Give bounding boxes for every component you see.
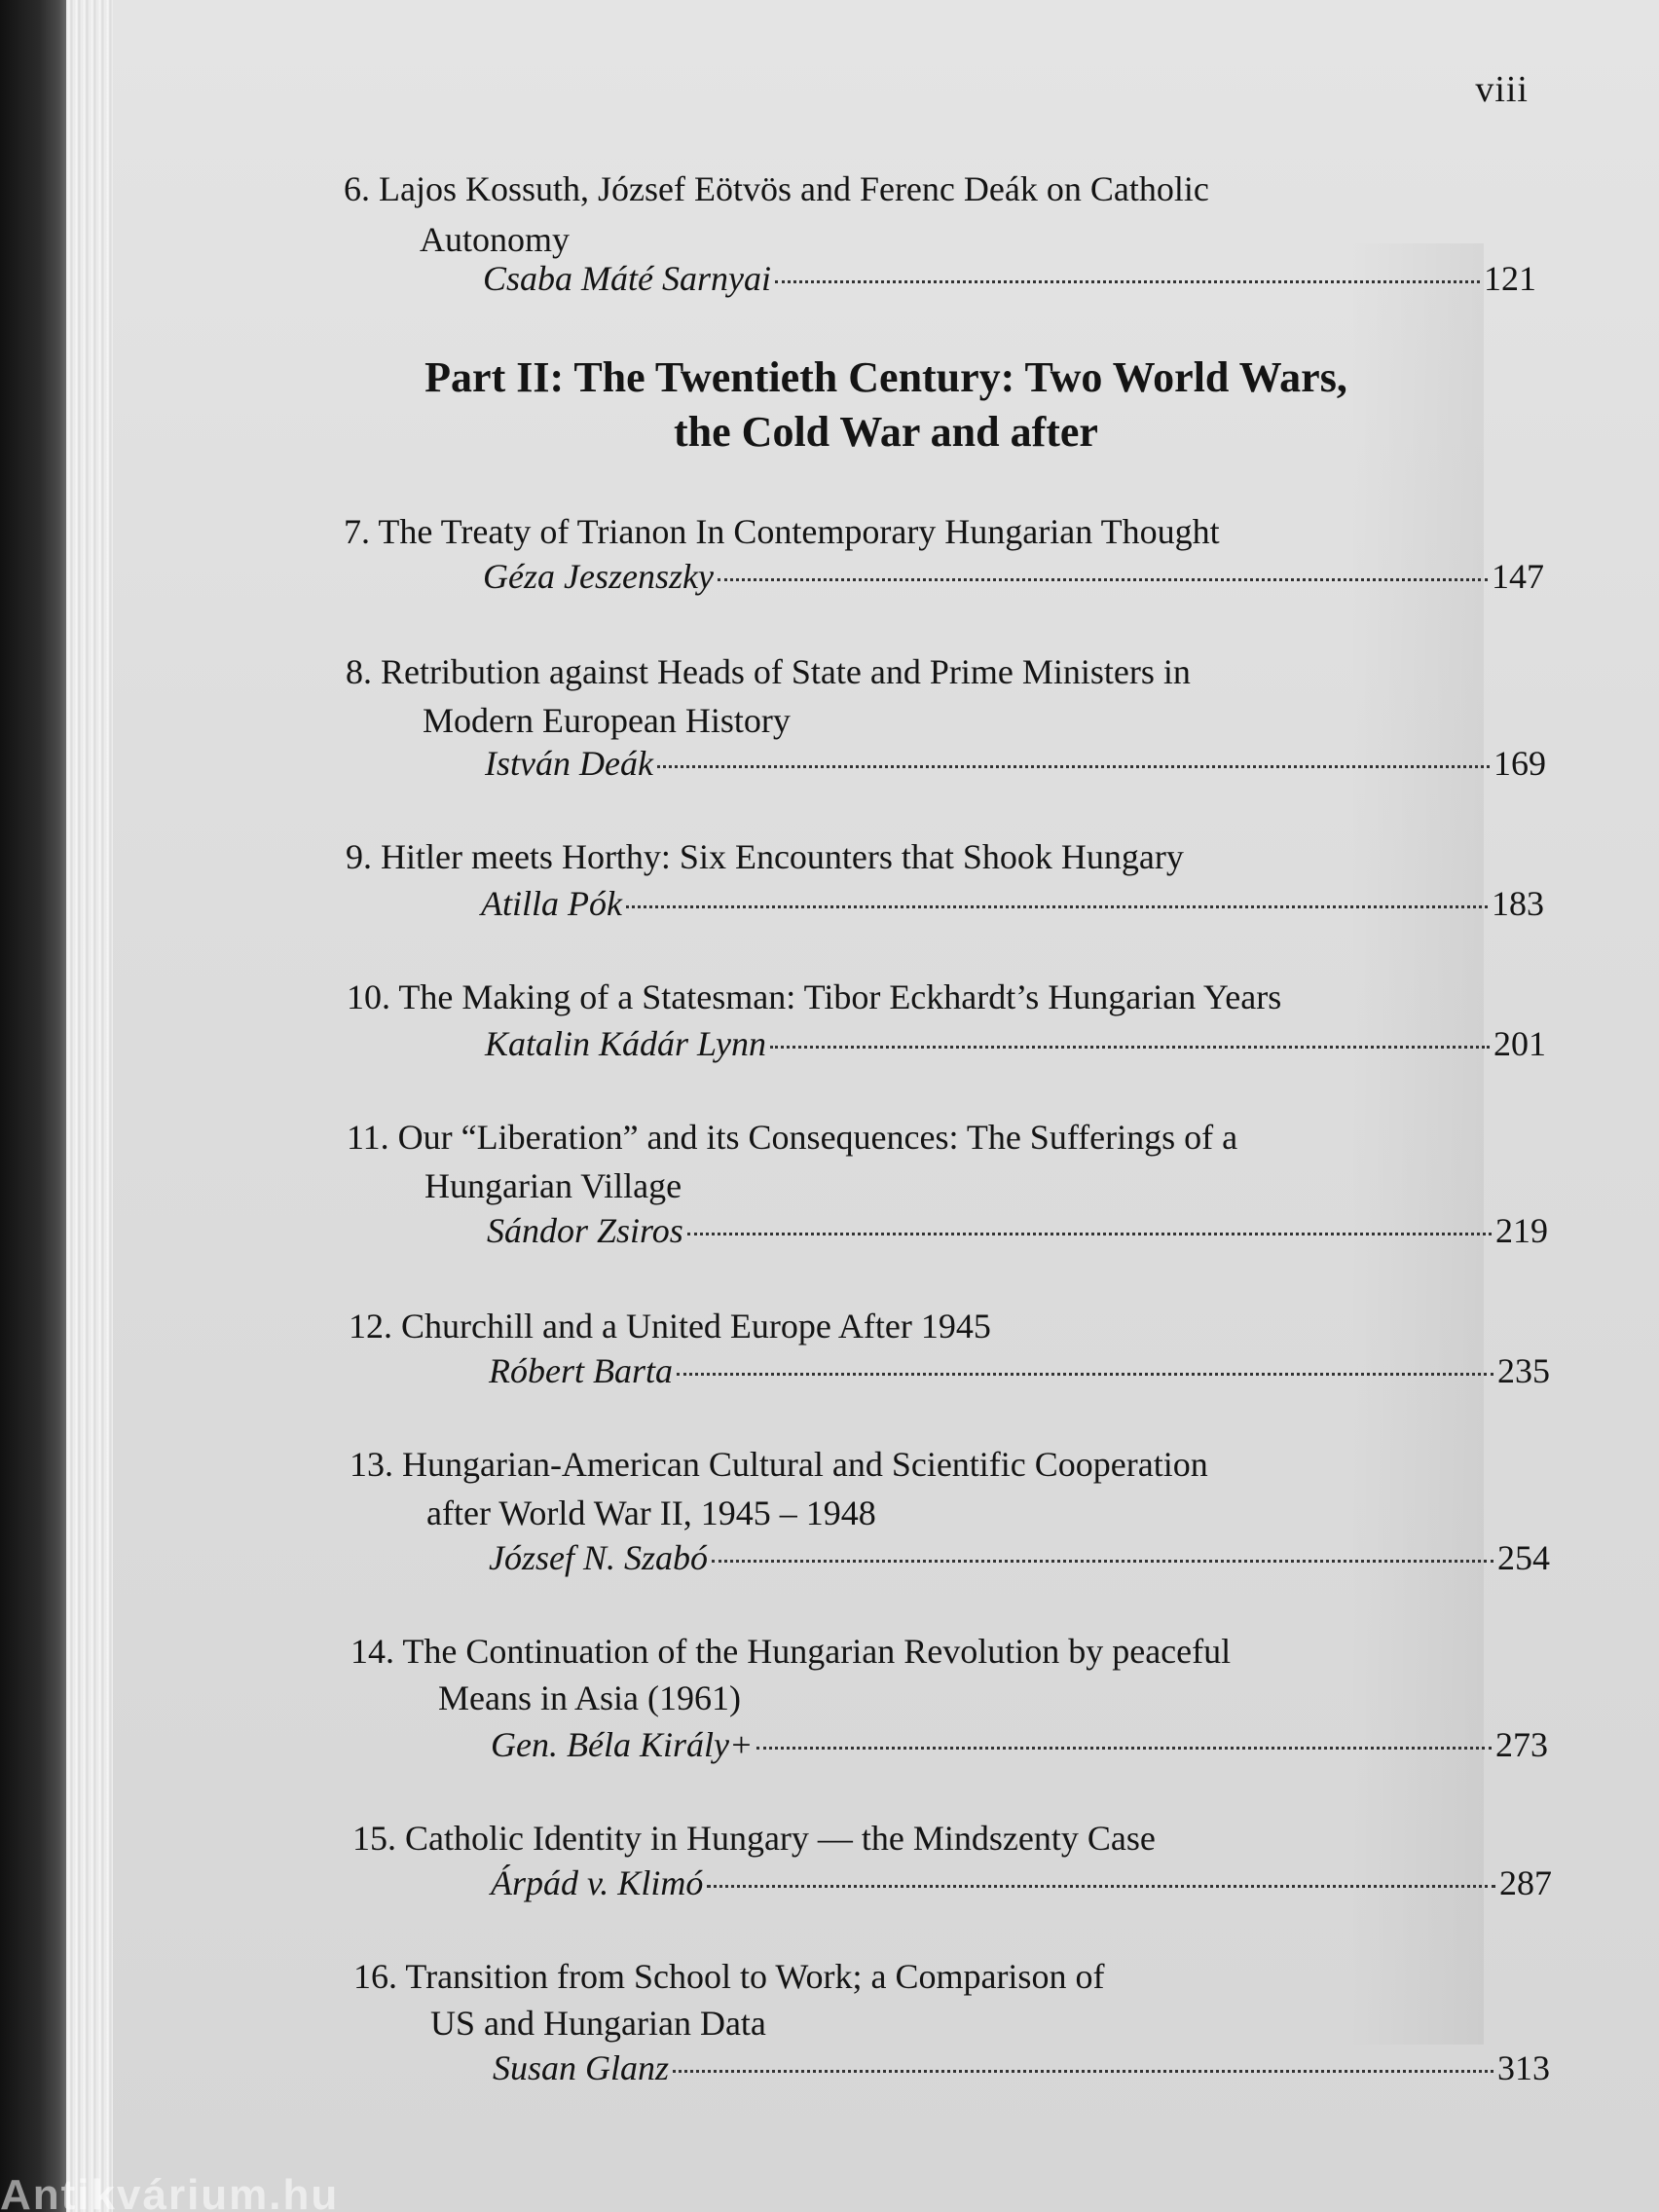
page-number: viii [1475, 69, 1529, 110]
author-row [491, 1727, 1548, 1766]
toc-page [113, 0, 1659, 2212]
dot-leader [712, 1560, 1493, 1563]
dot-leader [626, 905, 1488, 908]
book-spine [0, 0, 66, 2212]
author-name: Katalin Kádár Lynn [485, 1024, 766, 1063]
author-row [491, 1865, 1552, 1904]
page-edges [66, 0, 113, 2212]
dot-leader [677, 1373, 1493, 1376]
author-name: Sándor Zsiros [487, 1211, 683, 1250]
author-name: István Deák [485, 744, 653, 783]
page-ref: 313 [1497, 2048, 1550, 2087]
entry-title-line: 8. Retribution against Heads of State and Prime Ministers in [346, 652, 1191, 691]
author-name: Géza Jeszenszky [483, 557, 714, 596]
entry-title-line: 15. Catholic Identity in Hungary — the Mindszenty Case [352, 1819, 1156, 1858]
page-ref: 147 [1492, 557, 1544, 596]
entry-title-line: 11. Our “Liberation” and its Consequences: The Sufferings of a [347, 1118, 1238, 1157]
page-ref: 287 [1499, 1863, 1552, 1902]
entry-title-line: 6. Lajos Kossuth, József Eötvös and Ferenc Deák on Catholic [344, 169, 1209, 208]
dot-leader [687, 1233, 1492, 1235]
author-row [485, 746, 1546, 785]
dot-leader [756, 1747, 1492, 1750]
author-name: Atilla Pók [481, 884, 622, 923]
entry-title-line: Means in Asia (1961) [438, 1678, 741, 1717]
page-ref: 121 [1484, 259, 1536, 298]
author-row [493, 2050, 1550, 2089]
entry-title-line: 9. Hitler meets Horthy: Six Encounters that Shook Hungary [346, 837, 1184, 876]
page-ref: 201 [1493, 1024, 1546, 1063]
author-row [485, 1026, 1546, 1065]
watermark: Antikvárium.hu [0, 2171, 340, 2212]
dot-leader [718, 578, 1488, 581]
author-name: Gen. Béla Király+ [491, 1725, 754, 1764]
author-name: Csaba Máté Sarnyai [483, 259, 771, 298]
author-name: József N. Szabó [489, 1538, 708, 1577]
entry-title-line: 16. Transition from School to Work; a Comparison of [353, 1957, 1105, 1996]
dot-leader [673, 2070, 1493, 2073]
entry-title-line: after World War II, 1945 – 1948 [426, 1493, 876, 1532]
part-heading [113, 350, 1659, 460]
entry-title-line: 12. Churchill and a United Europe After 1945 [349, 1307, 991, 1346]
dot-leader [657, 765, 1490, 768]
entry-title-line: 7. The Treaty of Trianon In Contemporary Hungarian Thought [344, 512, 1220, 551]
page-ref: 273 [1495, 1725, 1548, 1764]
page-ref: 169 [1493, 744, 1546, 783]
page-ref: 219 [1495, 1211, 1548, 1250]
entry-title-line: US and Hungarian Data [430, 2004, 766, 2043]
entry-title-line: 14. The Continuation of the Hungarian Revolution by peaceful [350, 1632, 1232, 1671]
part-heading-line: the Cold War and after [674, 408, 1098, 456]
page-ref: 235 [1497, 1351, 1550, 1390]
author-row [483, 559, 1544, 598]
entry-title-line: 13. Hungarian-American Cultural and Scientific Cooperation [350, 1445, 1208, 1484]
author-row [481, 886, 1544, 925]
entry-title-line: 10. The Making of a Statesman: Tibor Eckhardt’s Hungarian Years [347, 977, 1282, 1016]
entry-title-line: Modern European History [423, 701, 791, 740]
dot-leader [707, 1885, 1495, 1888]
author-name: Susan Glanz [493, 2048, 670, 2087]
author-row [489, 1540, 1550, 1579]
author-row [487, 1213, 1548, 1252]
author-row [483, 261, 1536, 300]
entry-title-line: Hungarian Village [424, 1166, 682, 1205]
dot-leader [770, 1046, 1490, 1049]
part-heading-line: Part II: The Twentieth Century: Two World Wars, [424, 353, 1347, 401]
author-name: Róbert Barta [489, 1351, 673, 1390]
author-row [489, 1353, 1550, 1392]
page-ref: 183 [1492, 884, 1544, 923]
page-ref: 254 [1497, 1538, 1550, 1577]
author-name: Árpád v. Klimó [491, 1863, 704, 1902]
show-through-shadow [1347, 243, 1484, 2045]
dot-leader [775, 280, 1480, 283]
entry-title-line: Autonomy [420, 220, 571, 259]
